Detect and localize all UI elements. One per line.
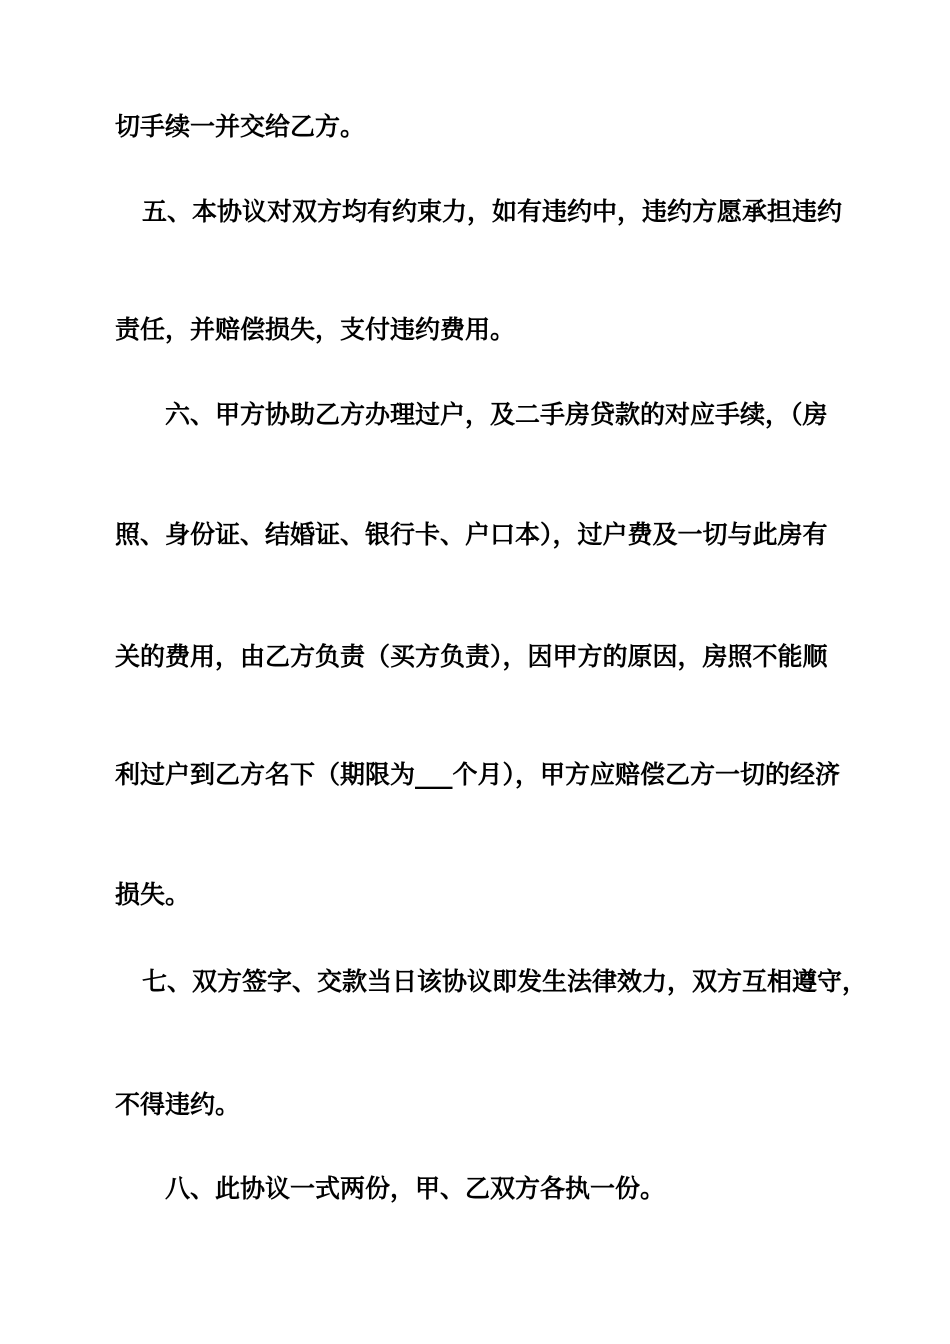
- clause-6-line-4: 利过户到乙方名下（期限为___个月），甲方应赔偿乙方一切的经济: [115, 760, 841, 789]
- clause-7-line-1: 七、双方签字、交款当日该协议即发生法律效力，双方互相遵守，: [142, 967, 868, 996]
- clause-6-line-1: 六、甲方协助乙方办理过户，及二手房贷款的对应手续，（房: [165, 400, 828, 429]
- clause-6-line-5: 损失。: [115, 880, 191, 909]
- clause-6-line-2: 照、身份证、结婚证、银行卡、户口本），过户费及一切与此房有: [115, 520, 828, 549]
- clause-4-continuation-line: 切手续一并交给乙方。: [115, 112, 366, 141]
- clause-7-line-2: 不得违约。: [115, 1090, 241, 1119]
- clause-5-line-1: 五、本协议对双方均有约束力，如有违约中，违约方愿承担违约: [142, 197, 843, 226]
- clause-8-line-1: 八、此协议一式两份，甲、乙双方各执一份。: [165, 1174, 666, 1203]
- clause-6-line-3: 关的费用，由乙方负责（买方负责），因甲方的原因，房照不能顺: [115, 642, 828, 671]
- clause-5-line-2: 责任，并赔偿损失，支付违约费用。: [115, 315, 516, 344]
